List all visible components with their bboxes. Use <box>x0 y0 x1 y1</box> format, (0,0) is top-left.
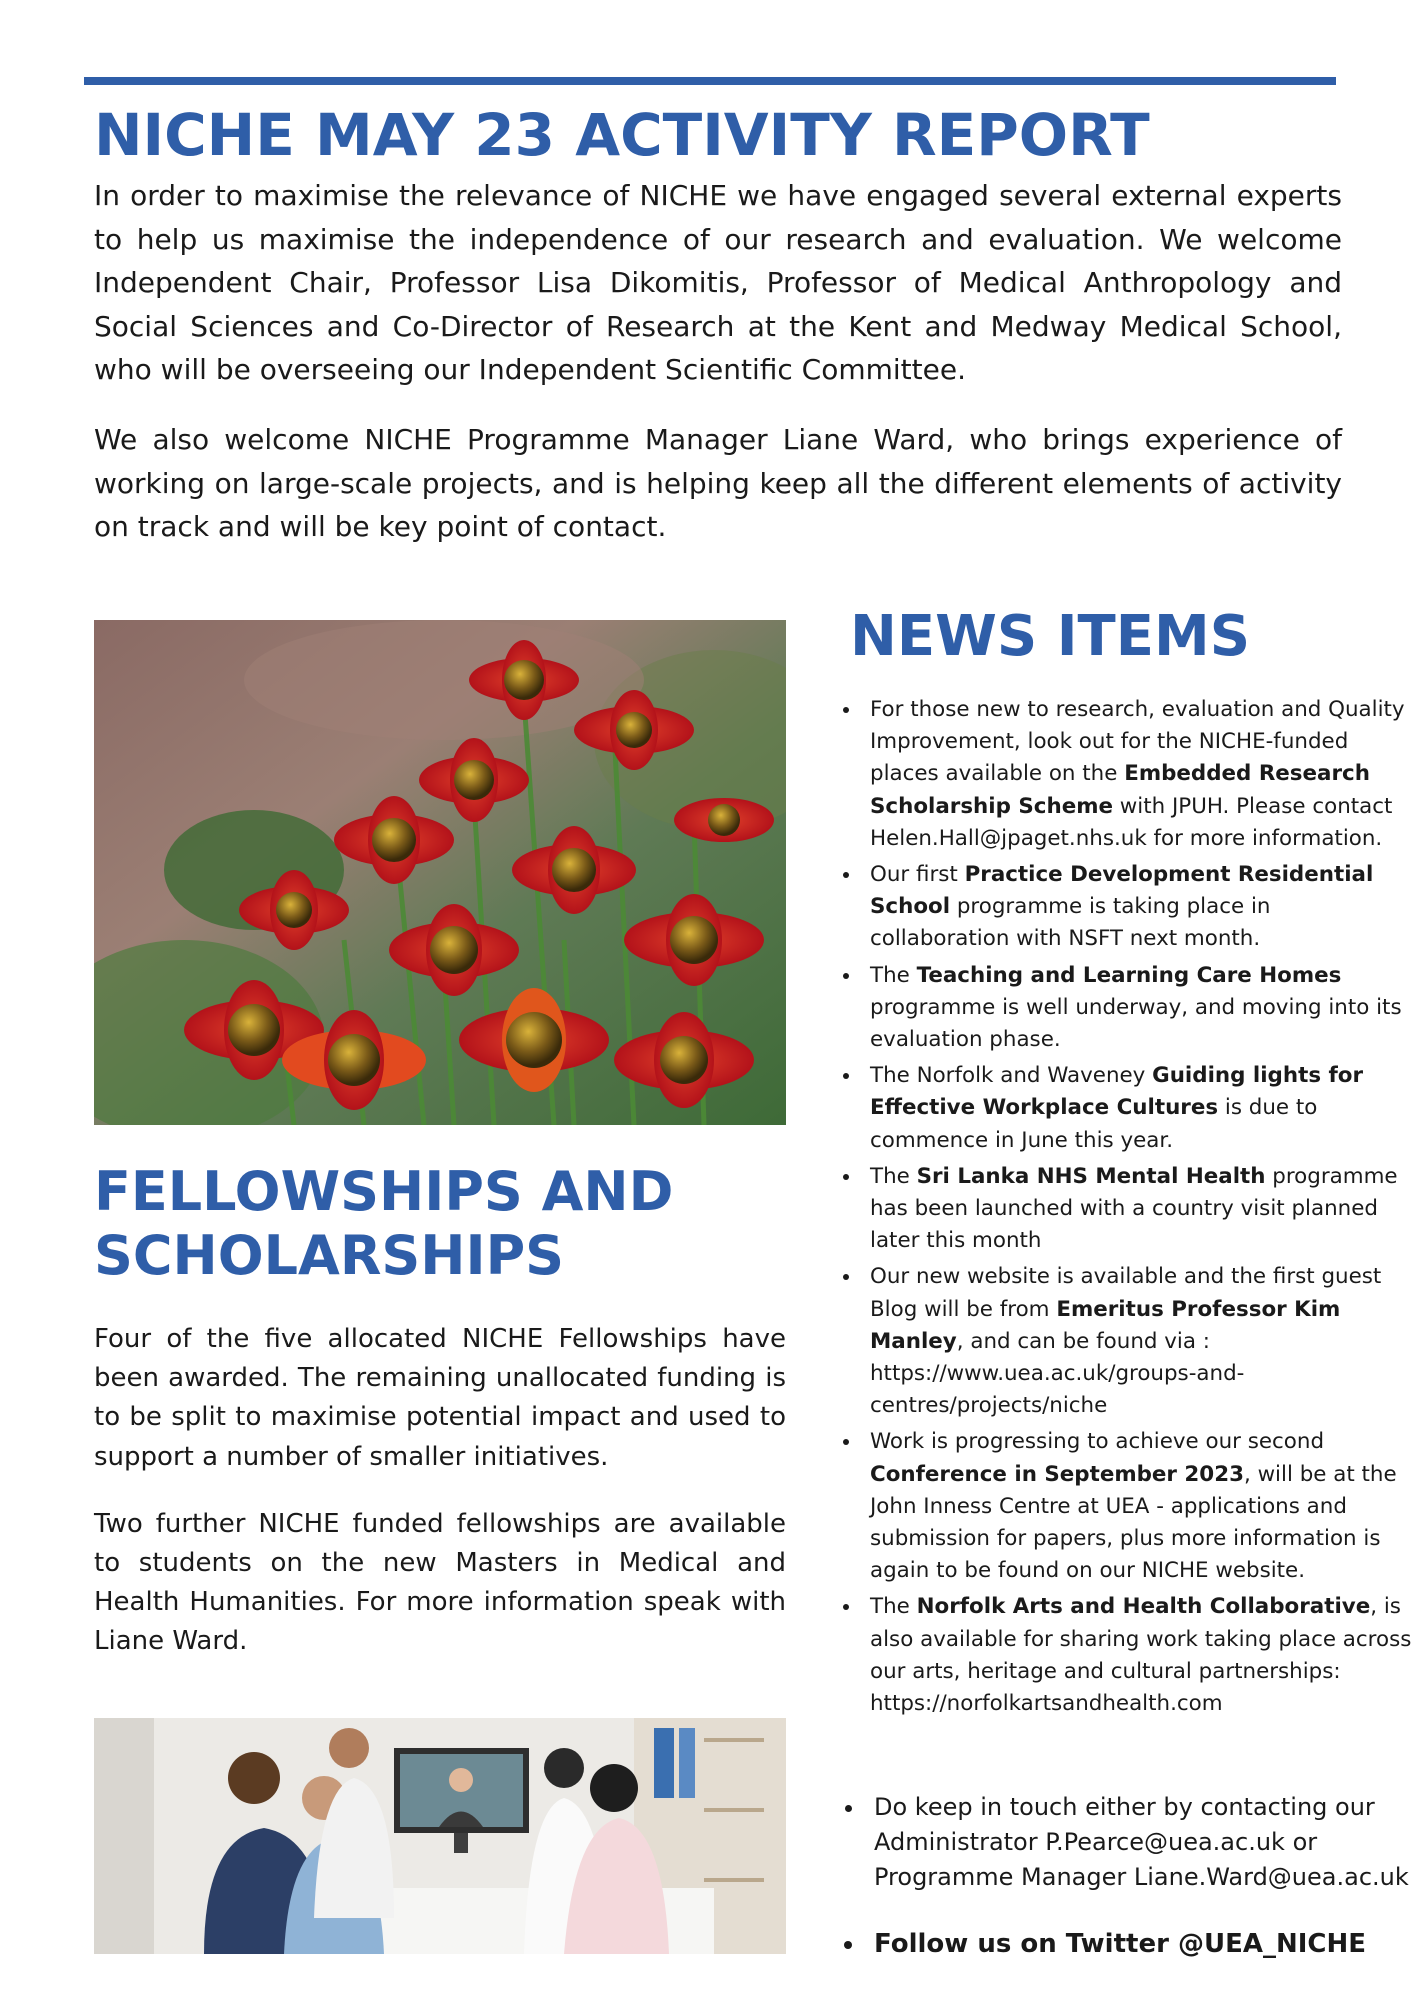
news-item: • For those new to research, evaluation and Quality Improvement, look out for the NICHE-funded places available on the Embedded Research Scholarship Scheme with JPUH. Please contact Helen.Hall@jpaget.nhs.uk for more information. <box>862 694 1412 855</box>
fellowships-heading: FELLOWSHIPS AND SCHOLARSHIPS <box>94 1160 674 1287</box>
news-item: • The Norfolk and Waveney Guiding lights for Effective Workplace Cultures is due to commence in June this year. <box>862 1060 1412 1157</box>
fellowships-paragraph: Four of the five allocated NICHE Fellowships have been awarded. The remaining unallocated funding is to be split to maximise potential impact and used to support a number of smaller initiatives. <box>94 1324 786 1472</box>
news-item: • Our first Practice Development Residential School programme is taking place in collaboration with NSFT next month. <box>862 859 1412 956</box>
news-item: • The Sri Lanka NHS Mental Health programme has been launched with a country visit planned later this month <box>862 1161 1412 1258</box>
contact-list <box>840 1790 1414 1895</box>
twitter-list <box>840 1924 1414 1964</box>
video-meeting-photo <box>94 1718 786 1954</box>
intro-paragraph: In order to maximise the relevance of NICHE we have engaged several external experts to help us maximise the independence of our research and evaluation. We welcome Independent Chair, Professor Lisa Dikomitis, Professor of Medical Anthropology and Social Sciences and Co-Director of Research at the Kent and Medway Medical School, who will be overseeing our Independent Scientific Committee. <box>94 179 1342 387</box>
top-rule <box>84 77 1336 85</box>
intro-section <box>94 174 1342 575</box>
news-list <box>836 694 1412 1724</box>
contact-item: • Do keep in touch either by contacting our Administrator P.Pearce@uea.ac.uk or Programme Manager Liane.Ward@uea.ac.uk <box>866 1790 1414 1895</box>
fellowships-section <box>94 1320 786 1690</box>
intro-paragraph: We also welcome NICHE Programme Manager Liane Ward, who brings experience of working on large-scale projects, and is helping keep all the different elements of activity on track and will be key point of contact. <box>94 422 1342 544</box>
news-item: • The Norfolk Arts and Health Collaborative, is also available for sharing work taking place across our arts, heritage and cultural partnerships: https://norfolkartsandhealth.com <box>862 1591 1412 1720</box>
news-item: • Our new website is available and the first guest Blog will be from Emeritus Professor Kim Manley, and can be found via : https://www.uea.ac.uk/groups-and-centres/projects/niche <box>862 1261 1412 1422</box>
fellowships-paragraph: Two further NICHE funded fellowships are available to students on the new Masters in Medical and Health Humanities. For more information speak with Liane Ward. <box>94 1508 786 1657</box>
flowers-photo <box>94 620 786 1125</box>
twitter-item: • Follow us on Twitter @UEA_NICHE <box>866 1924 1414 1964</box>
page-title: NICHE MAY 23 ACTIVITY REPORT <box>94 101 1150 169</box>
news-item: • Work is progressing to achieve our second Conference in September 2023, will be at the John Inness Centre at UEA - applications and submission for papers, plus more information is again to be found on our NICHE website. <box>862 1426 1412 1587</box>
news-heading: NEWS ITEMS <box>850 604 1251 669</box>
news-item: • The Teaching and Learning Care Homes programme is well underway, and moving into its evaluation phase. <box>862 960 1412 1057</box>
